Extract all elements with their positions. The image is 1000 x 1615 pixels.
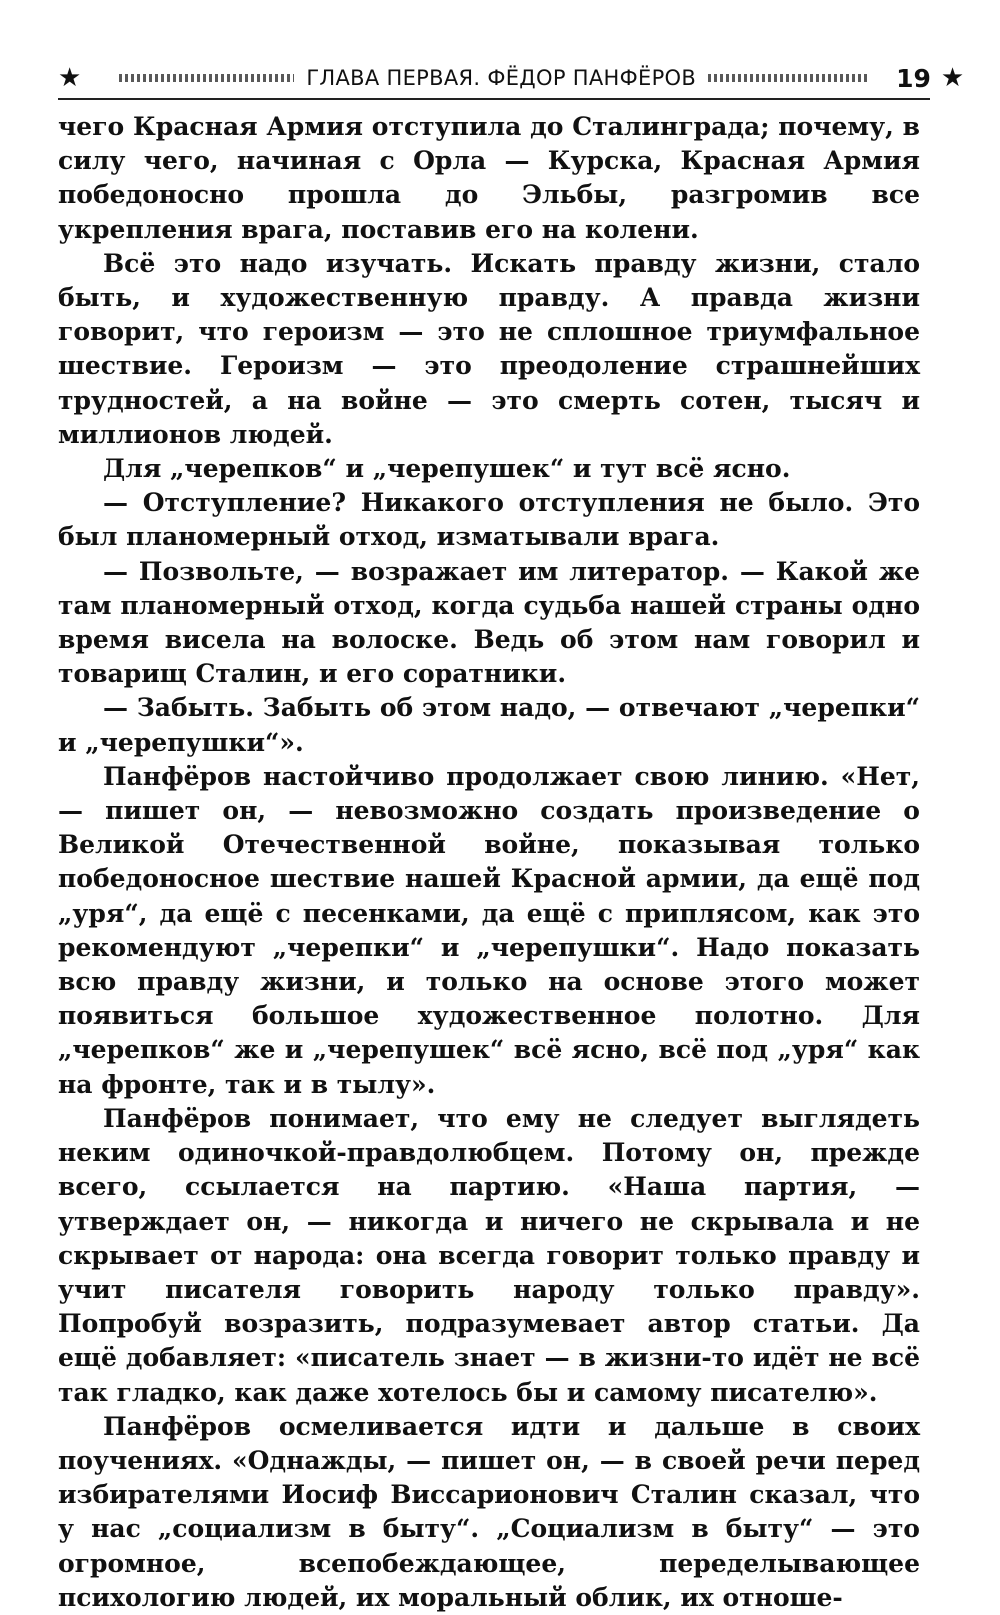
dialogue-line: — Отступление? Никакого отступления не было. Это был планомерный отход, изматывали врага.: [58, 488, 920, 552]
body-text: [58, 110, 920, 1615]
dialogue-line: — Забыть. Забыть об этом надо, — отвечают „черепки“ и „черепушки“».: [58, 693, 920, 757]
paragraph: Панфёров понимает, что ему не следует выглядеть неким одиночкой-правдолюбцем. Потому он, прежде всего, ссылается на партию. «Наша партия, — утверждает он, — никогда и ничего не скрывала и не скрывает от народа: она всегда говорит только правду и учит писателя говорить народу только правду». Попробуй возразить, подразумевает автор статьи. Да ещё добавляет: «писатель знает — в жизни-то идёт не всё так гладко, как даже хотелось бы и самому писателю».: [58, 1103, 920, 1407]
header-rule: [58, 98, 930, 100]
running-title: ГЛАВА ПЕРВАЯ. ФЁДОР ПАНФЁРОВ: [306, 66, 697, 90]
paragraph: Всё это надо изучать. Искать правду жизни, стало быть, и художественную правду. А правда жизни говорит, что героизм — это не сплошное триумфальное шествие. Героизм — это преодоление страшнейших трудностей, а на войне — это смерть сотен, тысяч и миллионов людей.: [58, 248, 920, 449]
star-left-icon: ★: [58, 63, 82, 93]
paragraph: Для „черепков“ и „черепушек“ и тут всё ясно.: [103, 454, 791, 484]
paragraph: Панфёров настойчиво продолжает свою линию. «Нет, — пишет он, — невозможно создать произведение о Великой Отечественной войне, показывая только победоносное шествие нашей Красной армии, да ещё под „уря“, да ещё с песенками, да ещё с приплясом, как это рекомендуют „черепки“ и „черепушки“. Надо показать всю правду жизни, и только на основе этого может появиться большое художественное полотно. Для „черепков“ же и „черепушек“ всё ясно, всё под „уря“ как на фронте, так и в тылу».: [58, 761, 920, 1099]
paragraph: Панфёров осмеливается идти и дальше в своих поучениях. «Однажды, — пишет он, — в своей речи перед избирателями Иосиф Виссарионович Сталин сказал, что у нас „социализм в быту“. „Социализм в быту“ — это огромное, всепобеждающее, переделывающее психологию людей, их моральный облик, их отноше-: [58, 1411, 920, 1612]
page-number: 19: [896, 63, 931, 93]
ornament-left: [119, 74, 294, 82]
running-header: [58, 56, 965, 100]
ornament-right: [708, 74, 868, 82]
star-right-icon: ★: [940, 63, 965, 93]
paragraph: чего Красная Армия отступила до Сталинграда; почему, в силу чего, начиная с Орла — Курска, Красная Армия победоносно прошла до Эльбы, разгромив все укрепления врага, поставив его на колени.: [58, 112, 920, 244]
dialogue-line: — Позвольте, — возражает им литератор. — Какой же там планомерный отход, когда судьба нашей страны одно время висела на волоске. Ведь об этом нам говорил и товарищ Сталин, и его соратники.: [58, 556, 920, 689]
